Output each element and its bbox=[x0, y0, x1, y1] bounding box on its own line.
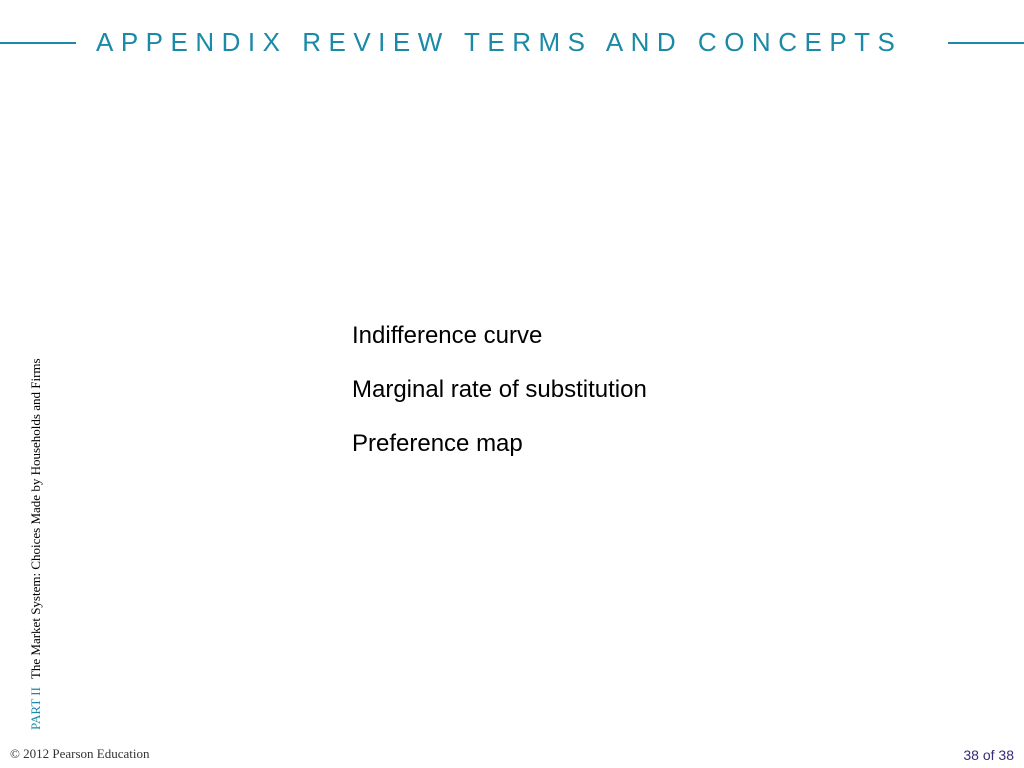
term-item: Marginal rate of substitution bbox=[352, 376, 647, 403]
page-indicator: 38 of 38 bbox=[963, 747, 1014, 763]
slide-title: APPENDIX REVIEW TERMS AND CONCEPTS bbox=[96, 27, 903, 57]
term-item: Preference map bbox=[352, 430, 523, 457]
copyright-footer: © 2012 Pearson Education bbox=[10, 746, 150, 761]
side-label-text: The Market System: Choices Made by Households and Firms bbox=[28, 358, 43, 680]
side-label bbox=[28, 358, 44, 730]
title-bar bbox=[0, 22, 1024, 62]
title-rule-right bbox=[948, 42, 1024, 44]
title-rule-left bbox=[0, 42, 76, 44]
term-item: Indifference curve bbox=[352, 322, 543, 349]
side-label-part: PART II bbox=[28, 687, 43, 730]
terms-list bbox=[352, 320, 647, 482]
